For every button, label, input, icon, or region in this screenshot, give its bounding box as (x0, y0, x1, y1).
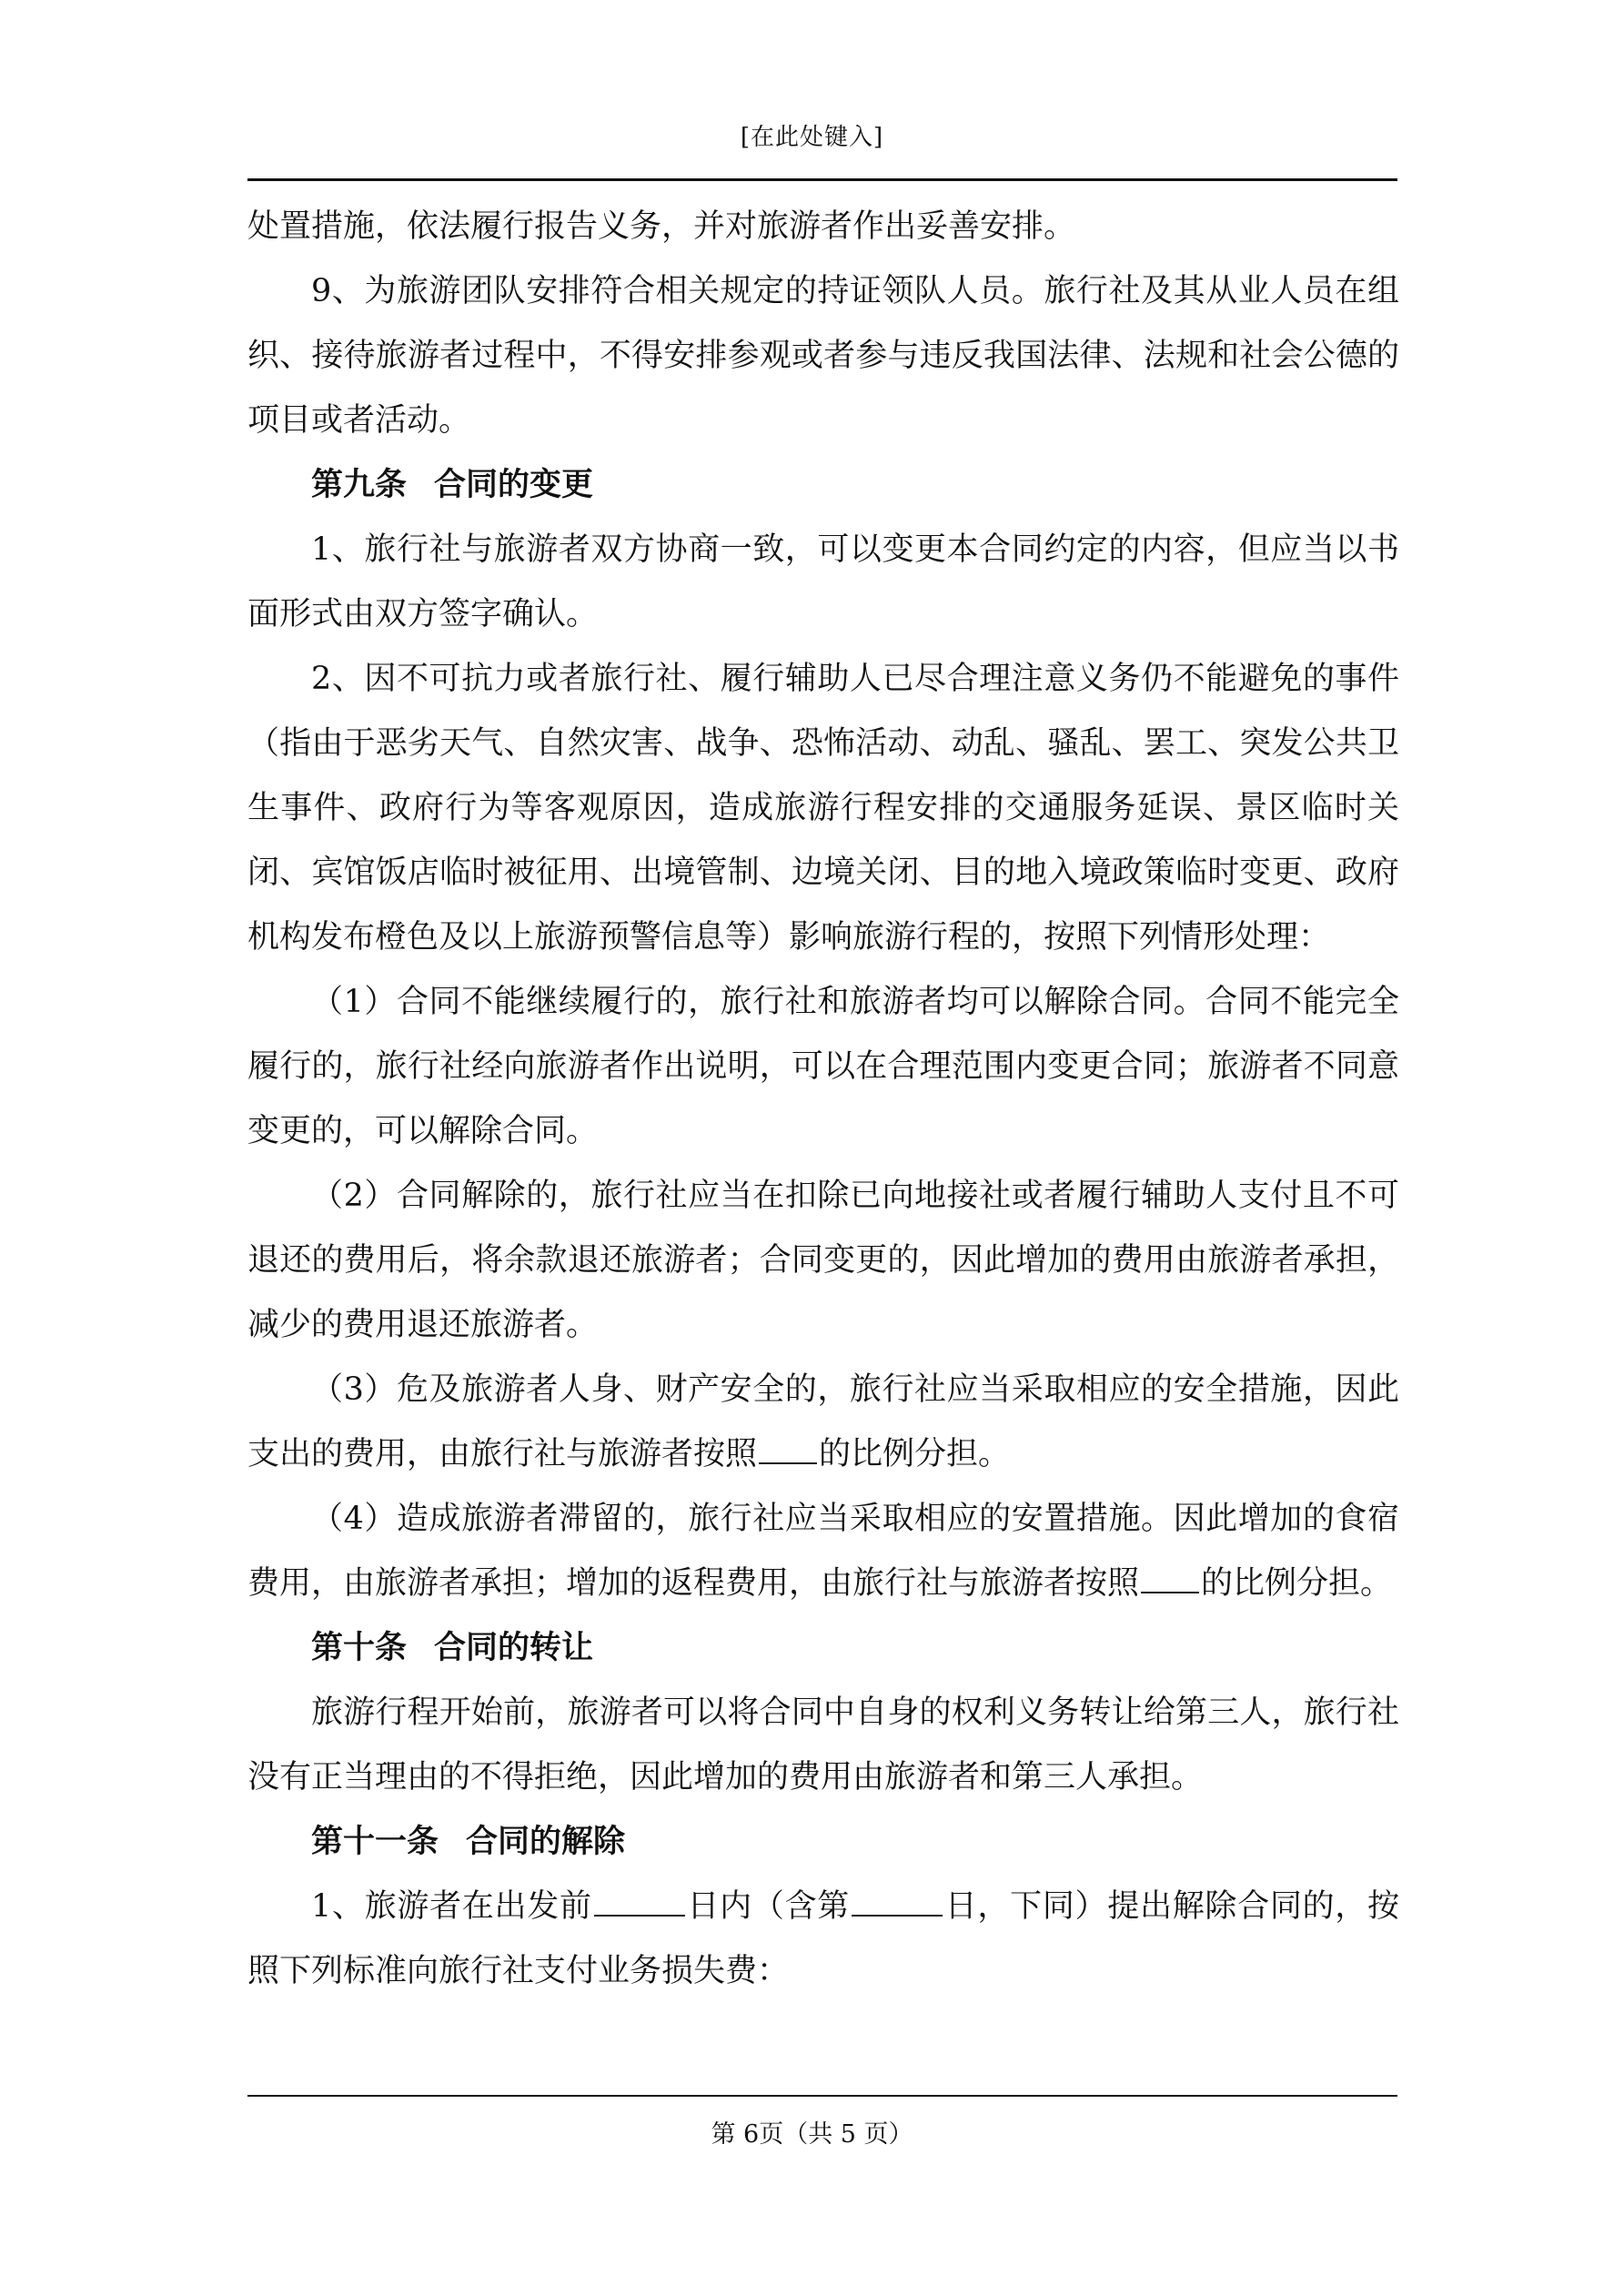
paragraph-termination-1: 1、旅游者在出发前 日内（含第 日，下同）提出解除合同的，按照下列标准向旅行社支付业务损失费： (247, 1888, 1399, 1989)
paragraph-transfer: 旅游行程开始前，旅游者可以将合同中自身的权利义务转让给第三人，旅行社没有正当理由的不得拒绝，因此增加的费用由旅游者和第三人承担。 (247, 1694, 1399, 1795)
ratio-blank (759, 1435, 817, 1464)
section-heading-article-10 (247, 1616, 1399, 1681)
day-number-blank (852, 1887, 943, 1917)
paragraph-subitem-1: （1）合同不能继续履行的，旅行社和旅游者均可以解除合同。合同不能完全履行的，旅行社经向旅游者作出说明，可以在合理范围内变更合同；旅游者不同意变更的，可以解除合同。 (247, 984, 1399, 1149)
paragraph-change-1: 1、旅行社与旅游者双方协商一致，可以变更本合同约定的内容，但应当以书面形式由双方签字确认。 (247, 531, 1399, 632)
article-title: 合同的转让 (434, 1630, 594, 1666)
paragraph-item-9: 9、为旅游团队安排符合相关规定的持证领队人员。旅行社及其从业人员在组织、接待旅游者过程中，不得安排参观或者参与违反我国法律、法规和社会公德的项目或者活动。 (247, 273, 1399, 439)
footer-rule (247, 2095, 1397, 2097)
paragraph-subitem-3: （3）危及旅游者人身、财产安全的，旅行社应当采取相应的安全措施，因此支出的费用，由旅行社与旅游者按照 的比例分担。 (247, 1371, 1399, 1472)
paragraph-subitem-2: （2）合同解除的，旅行社应当在扣除已向地接社或者履行辅助人支付且不可退还的费用后，将余款退还旅游者；合同变更的，因此增加的费用由旅游者承担，减少的费用退还旅游者。 (247, 1178, 1399, 1343)
ratio-blank (1141, 1564, 1199, 1593)
article-number: 第九条 (311, 467, 408, 503)
days-blank (594, 1887, 685, 1917)
article-number: 第十一条 (311, 1824, 439, 1860)
document-body (247, 195, 1399, 2004)
article-title: 合同的解除 (466, 1824, 626, 1860)
page-footer: 第 6页（共 5 页） (711, 2120, 913, 2149)
section-heading-article-11 (247, 1810, 1399, 1875)
paragraph-change-2: 2、因不可抗力或者旅行社、履行辅助人已尽合理注意义务仍不能避免的事件（指由于恶劣天气、自然灾害、战争、恐怖活动、动乱、骚乱、罢工、突发公共卫生事件、政府行为等客观原因，造成旅游行程安排的交通服务延误、景区临时关闭、宾馆饭店临时被征用、出境管制、边境关闭、目的地入境政策临时变更、政府机构发布橙色及以上旅游预警信息等）影响旅游行程的，按照下列情形处理： (247, 661, 1399, 956)
article-number: 第十条 (311, 1630, 408, 1666)
header-rule (247, 178, 1397, 181)
article-title: 合同的变更 (434, 467, 594, 503)
paragraph-subitem-4: （4）造成旅游者滞留的，旅行社应当采取相应的安置措施。因此增加的食宿费用，由旅游者承担；增加的返程费用，由旅行社与旅游者按照 的比例分担。 (247, 1501, 1399, 1602)
paragraph-continuation: 处置措施，依法履行报告义务，并对旅游者作出妥善安排。 (247, 208, 1076, 245)
section-heading-article-9 (247, 453, 1399, 518)
page-header: [在此处键入] (740, 124, 884, 151)
